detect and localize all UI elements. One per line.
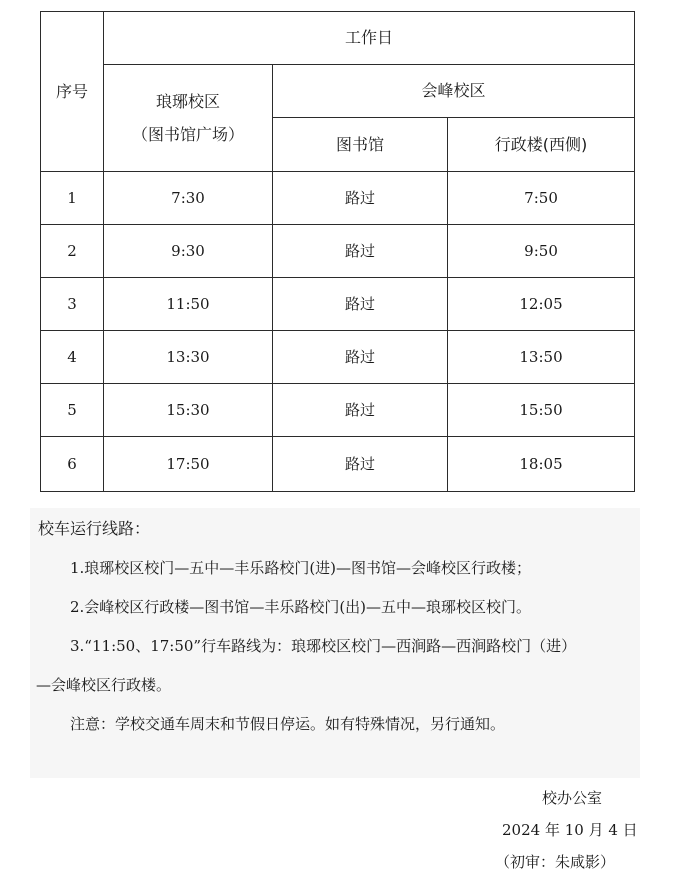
header-langya-label: 琅琊校区 (155, 91, 220, 111)
routes-title: 校车运行线路： (38, 519, 151, 538)
issue-date: 2024 年 10 月 4 日 (502, 821, 638, 839)
route-line-3-continued: —会峰校区行政楼。 (36, 676, 172, 694)
langya-time: 7:30 (104, 172, 273, 225)
admin-time: 9:50 (448, 225, 635, 278)
header-workday: 工作日 (104, 12, 635, 65)
admin-time: 15:50 (448, 384, 635, 437)
table-row (41, 437, 635, 492)
route-line-3: 3.“11:50、17:50”行车路线为：琅琊校区校门—西涧路—西涧路校门（进） (70, 637, 577, 655)
header-langya-sublabel: （图书馆广场） (131, 125, 244, 144)
admin-time: 18:05 (448, 437, 635, 492)
header-library: 图书馆 (273, 118, 448, 172)
table-row (41, 278, 635, 331)
langya-time: 9:30 (104, 225, 273, 278)
table-row (41, 172, 635, 225)
notice-text: 注意：学校交通车周末和节假日停运。如有特殊情况，另行通知。 (70, 715, 506, 733)
header-huifeng-campus: 会峰校区 (273, 65, 635, 118)
header-admin-building: 行政楼(西侧) (448, 118, 635, 172)
library-status: 路过 (273, 384, 448, 437)
row-number: 6 (41, 437, 104, 492)
library-status: 路过 (273, 278, 448, 331)
admin-time: 12:05 (448, 278, 635, 331)
route-line-1: 1.琅琊校区校门—五中—丰乐路校门(进)—图书馆—会峰校区行政楼； (70, 559, 532, 577)
table-row (41, 384, 635, 437)
admin-time: 13:50 (448, 331, 635, 384)
header-row-workday (41, 12, 635, 65)
shuttle-schedule-table (40, 11, 635, 492)
library-status: 路过 (273, 225, 448, 278)
row-number: 5 (41, 384, 104, 437)
library-status: 路过 (273, 331, 448, 384)
langya-time: 15:30 (104, 384, 273, 437)
admin-time: 7:50 (448, 172, 635, 225)
table-row (41, 331, 635, 384)
header-langya-campus (104, 65, 273, 172)
row-number: 3 (41, 278, 104, 331)
row-number: 4 (41, 331, 104, 384)
library-status: 路过 (273, 437, 448, 492)
langya-time: 13:30 (104, 331, 273, 384)
route-line-2: 2.会峰校区行政楼—图书馆—丰乐路校门(出)—五中—琅琊校区校门。 (70, 598, 532, 616)
header-row-campus (41, 65, 635, 118)
langya-time: 11:50 (104, 278, 273, 331)
issuing-office: 校办公室 (542, 789, 603, 807)
row-number: 1 (41, 172, 104, 225)
row-number: 2 (41, 225, 104, 278)
table-row (41, 225, 635, 278)
reviewer-note: （初审：朱咸影） (495, 853, 616, 871)
library-status: 路过 (273, 172, 448, 225)
route-notes (30, 508, 640, 778)
header-seq: 序号 (41, 12, 104, 172)
langya-time: 17:50 (104, 437, 273, 492)
